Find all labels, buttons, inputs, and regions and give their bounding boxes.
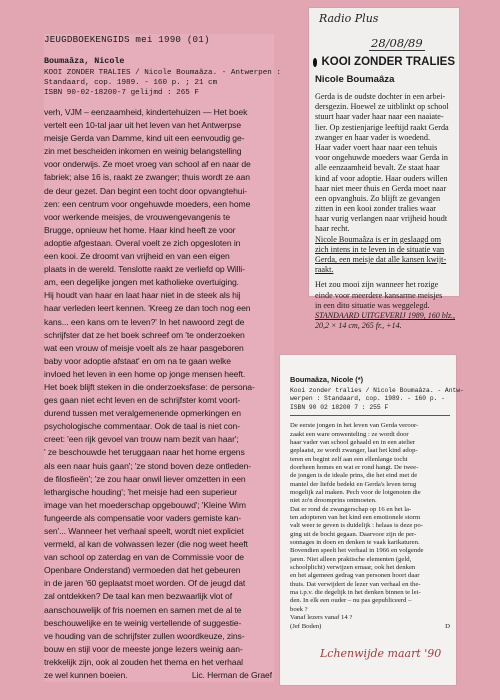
review-line: Gerda is de oudste dochter in een arbei- xyxy=(315,92,446,101)
review-line: in de jaren '60 geplaatst moet worden. Of de jeugd dat xyxy=(44,578,246,589)
review-line: schoolplicht) verwijzen ernaar, ook het denken xyxy=(290,564,416,572)
review-line: zich intens in te leven in de situatie van xyxy=(315,244,445,254)
review-line: fabriek; alse 16 is, raakt ze zwanger; thuis wordt ze aan xyxy=(44,172,250,183)
review-line: voor ongehuwde moeders waar Gerda in xyxy=(315,153,448,163)
review-line: kind af voor adoptie. Haar ouders willen xyxy=(315,173,448,183)
review-line: zwanger en haar vader is woedend. xyxy=(315,132,431,142)
review-line: en het algemeen gedrag van personen hoort daar xyxy=(290,572,420,580)
clipping-content xyxy=(290,375,464,631)
review-line: aanschouwelijk of fris noemen en samen met de al te xyxy=(44,604,242,615)
review-line: Hij houdt van haar en laat haar niet in de steek als hij xyxy=(44,290,241,301)
biblio-line: ISBN 90 02 18200 7 : 255 F xyxy=(290,403,389,411)
review-line: ve houding van de schrijfster zullen woordkeuze, zins- xyxy=(44,630,245,641)
reviewer-signature: Lic. Herman de Graef xyxy=(191,670,272,681)
reviewer-name: (Jef Boden) xyxy=(290,623,322,631)
review-line: sen'... Wanneer het verhaal speelt, wordt niet expliciet xyxy=(44,526,244,536)
headline-text: KOOI ZONDER TRALIES xyxy=(321,56,455,68)
jeugdboekengids-clipping xyxy=(44,34,281,682)
review-signature xyxy=(290,622,450,631)
review-author: Nicole Boumaâza xyxy=(315,74,395,85)
review-line: vertelt een 10-tal jaar uit het leven van het Antwerpse xyxy=(44,120,242,131)
review-line: voor onderwijs. Ze moet vroeg van school af en naar de xyxy=(44,159,251,170)
review-line: baby voor adoptie afstaat' en om na te gaan welke xyxy=(44,355,231,366)
bibliographic-entry xyxy=(290,387,464,412)
review-line: bouw en stijl voor de meeste jonge lezers weinig aan- xyxy=(44,643,243,654)
review-line: Het zou mooi zijn wanneer het rozige xyxy=(315,280,439,290)
review-line: ' ze beschouwde het teruggaan naar het home ergens xyxy=(44,447,245,458)
review-line: de jongen is de ideale prins, die het eind met de xyxy=(290,472,418,480)
review-line: een opvanghuis. Zo blijft ze gevangen xyxy=(315,193,441,203)
biblio-line: werpen : Standaard, cop. 1989. - 160 p. - xyxy=(290,395,445,403)
review-line: beschouwelijke en te weinig vertellende of suggestie- xyxy=(44,617,242,628)
review-line: niet zo'n droomprins ontmoeten. xyxy=(290,497,377,505)
review-line: haar vurig verlangen naar vrijheid houdt xyxy=(315,214,448,224)
book-author: Boumaâza, Nicole xyxy=(44,56,125,66)
review-line: boek ? xyxy=(290,605,308,613)
review-line: zitten in een kooi zonder tralies waar xyxy=(315,204,436,214)
review-line: verh, VJM – eenzaamheid, kindertehuizen — Het boek xyxy=(44,107,248,117)
review-line: Gerda, een meisje dat alle kansen kwijt- xyxy=(315,255,447,264)
review-line: Vanaf lezers vanaf 14 ? xyxy=(290,614,353,622)
review-line: sonnages in doen en denken te vaak karikaturen. xyxy=(290,539,420,547)
review-line: Brugge, opnieuw het home. Haar kind heeft ze voor xyxy=(44,224,236,235)
review-line: ges gaan niet echt leven en de schrijfster komt voort- xyxy=(44,395,241,406)
book-author: Boumaâza, Nicole (*) xyxy=(290,375,364,384)
review-line: Nicole Boumaâza is er in geslaagd om xyxy=(315,234,441,244)
review-line xyxy=(44,669,272,682)
review-line: Openbare Onderstand) vermoeden dat het gebeuren xyxy=(44,565,241,576)
review-line: in een dito situatie was weggelegd. xyxy=(315,300,430,310)
review-line: als een naar huis gaan'; 'ze stond boven deze ontleden- xyxy=(44,460,252,471)
review-line: den. In elk een ouder – nu pas gepubliceerd – xyxy=(290,597,412,605)
biblio-line: KOOI ZONDER TRALIES / Nicole Boumaâza. - Antwerpen : xyxy=(44,69,281,77)
review-line: wat een vrouw of meisje voelt als ze haar pasgeboren xyxy=(44,342,244,353)
review-line: trekkelijk zijn, ook al zouden het thema en het verhaal xyxy=(44,656,243,667)
review-line: de filosfieën'; 'ze zou haar onwil liever omzetten in een xyxy=(44,473,246,484)
handwritten-note: Lchenwijde maart '90 xyxy=(320,647,442,660)
review-line: schrijfster dat ze het boek schreef om 'te onderzoeken xyxy=(44,329,245,340)
review-line: plaats in de wereld. Tenslotte raakt ze verliefd op Willi- xyxy=(44,264,245,275)
review-line: haar recht. xyxy=(315,224,350,234)
biblio-line: Kooi zonder tralies / Nicole Boumaâza. - Antw- xyxy=(290,387,464,394)
review-line-text: ze wel kunnen boeien. xyxy=(44,670,128,681)
review-line: haar niet meer thuis en Gerda moet naar xyxy=(315,183,447,193)
biblio-line: ISBN 90-02-18200-7 gelijmd : 265 F xyxy=(44,89,199,97)
review-line: mogelijk zal maken. Pech voor de lotgenoten die xyxy=(290,488,421,496)
review-line: zen: een centrum voor ongehuwde moeders, een home xyxy=(44,198,251,209)
review-line: dersgezin. Hoewel ze uitblinkt op school xyxy=(315,102,449,112)
second-review-clipping xyxy=(280,355,464,685)
clipping-header: JEUGDBOEKENGIDS mei 1990 (01) xyxy=(44,34,210,45)
review-line: image van het moederschap opgebouwd'; 'Kleine Wim xyxy=(44,499,246,510)
review-line: adoptie afgestaan. Overal voelt ze zich opgesloten in xyxy=(44,237,241,248)
review-line: zin met bescheiden inkomen en weinig belangstelling xyxy=(44,146,242,157)
publisher-source: STANDAARD UITGEVERIJ 1989, 160 blz., xyxy=(315,310,456,320)
review-line: raakt. xyxy=(315,265,334,275)
review-line: Bovendien speelt het verhaal in 1966 en volgende xyxy=(290,547,424,555)
review-line: haar verleden leert kennen. 'Kreeg ze dan toch nog een xyxy=(44,303,251,314)
review-line: Haar vader voert haar naar een tehuis xyxy=(315,142,438,152)
review-line: een kooi. Ze droomt van vrijheid en van een eigen xyxy=(44,251,230,262)
review-line: durend tussen met veralgemenende opmerkingen en xyxy=(44,408,241,419)
review-line: valt weer te geven is duidelijk : helaas is deze po- xyxy=(290,522,423,530)
review-line: de deur gezet. Dan begint een tocht door opvangtehui- xyxy=(44,185,248,196)
review-line: doorheen homes en wat er rond hangt. De twee- xyxy=(290,463,419,471)
review-line: ging uit de bocht gegaan. Daarvoor zijn de per- xyxy=(290,530,417,538)
review-line: psychologische commentaar. Ook de taal is niet con- xyxy=(44,421,241,432)
review-line: van school op zaterdag en van de Commissie voor de xyxy=(44,552,244,563)
review-body xyxy=(315,92,457,331)
review-line: ten adopteren van het kind een emotionele storm xyxy=(290,514,421,521)
review-line: geplaatst, ze wordt zwanger, laat het kind adop- xyxy=(290,447,418,455)
review-line: Het boek blijft steken in die onderzoeksfase: de persona- xyxy=(44,381,255,392)
review-line: fungeerde als compensatie voor vaders gemiste kan- xyxy=(44,512,242,523)
review-line: mantel der liefde bedekt en Gerda's leven terug xyxy=(290,480,417,488)
review-line: lethargische houding'; 'het meisje had een superieur xyxy=(44,486,238,497)
review-line: De eerste jongen in het leven van Gerda veroor- xyxy=(290,422,419,430)
review-line: voor werkende meisjes, de vrouwengevangenis te xyxy=(44,211,231,222)
review-line: jaren. Niet alleen praktische elementen (geld, xyxy=(290,555,412,563)
review-line: stuurt haar vader haar naar een naaiate- xyxy=(315,112,444,122)
review-headline xyxy=(313,56,455,68)
review-line: invloed het leven in een home op jonge mensen heeft. xyxy=(44,368,246,379)
review-line: am, een degelijke jongen met katholieke overtuiging. xyxy=(44,277,239,288)
review-line: ma i.p.v. die degelijk in het denken binnen te lei- xyxy=(290,589,421,597)
review-line: thuis. Dat verwijdert de lezer van verhaal en the- xyxy=(290,580,421,588)
review-line: creet: 'een rijk gevoel van trouw nam bezit van haar'; xyxy=(44,434,239,445)
handwritten-source: Radio Plus xyxy=(319,12,379,25)
radio-plus-clipping xyxy=(309,8,459,331)
review-line: einde voor meerdere kansarme meisjes xyxy=(315,290,443,300)
divider xyxy=(290,415,450,416)
bullet-icon xyxy=(313,58,317,67)
review-line: zal ontdekken? De taal kan men bezwaarlijk vlot of xyxy=(44,591,232,602)
rating-code: D xyxy=(445,623,450,631)
review-line: kans... een kans om te leven?' In het nawoord zegt de xyxy=(44,316,245,327)
biblio-line: Standaard, cop. 1989. - 160 p. ; 21 cm xyxy=(44,79,218,87)
review-body xyxy=(290,422,450,622)
publisher-details: 20,2 × 14 cm, 265 fr., +14. xyxy=(315,321,402,331)
handwritten-date: 28/08/89 xyxy=(371,36,423,50)
review-line: haar vader van school gehaald en in een atelier xyxy=(290,438,416,446)
review-line: meisje Gerda van Damme, kind uit een eenvoudig ge- xyxy=(44,133,245,144)
review-text xyxy=(44,106,272,682)
bibliographic-entry xyxy=(44,68,281,98)
review-line: teren en begint zelf aan een ellenlange tocht xyxy=(290,455,408,463)
review-line: zaakt een ware omwenteling : ze wordt door xyxy=(290,430,409,438)
review-line: vermeld, al kan de volwassen lezer (die nog weet heeft xyxy=(44,539,248,550)
review-line: alle eenzaamheid bevalt. Ze staat haar xyxy=(315,163,440,173)
review-line: Dat er rond de zwangerschap op 16 en het la- xyxy=(290,505,412,513)
review-line: lier. Op zestienjarige leeftijd raakt Gerda xyxy=(315,122,449,132)
